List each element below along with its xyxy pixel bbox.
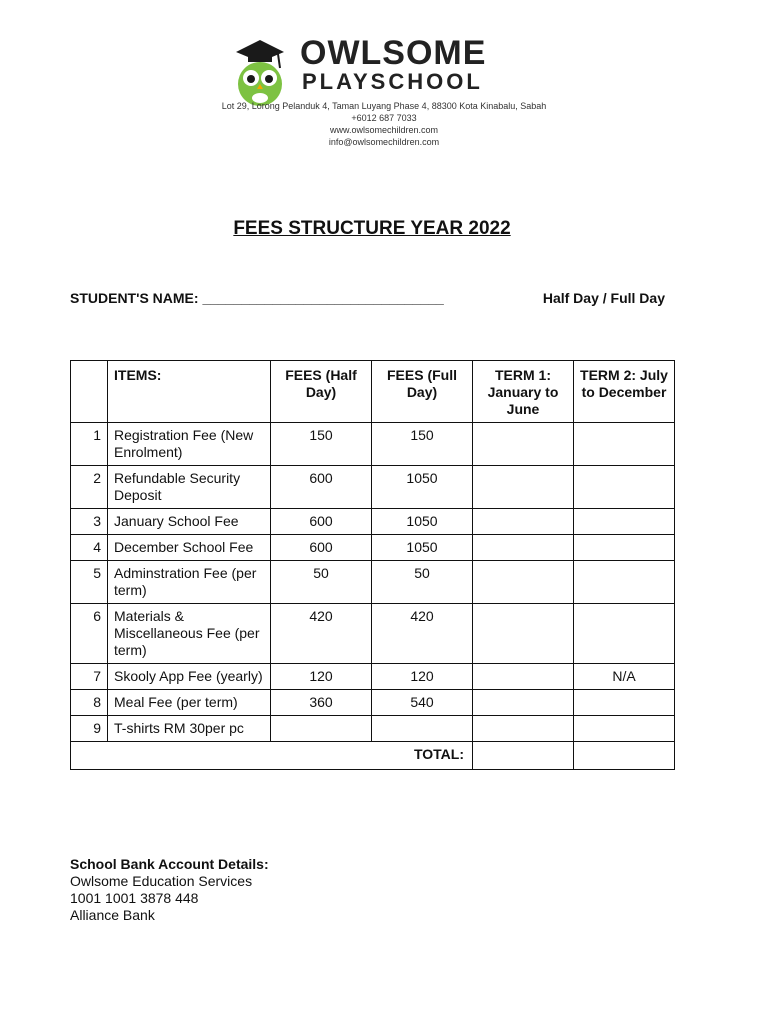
row-term2[interactable] xyxy=(574,561,675,604)
total-term1-cell[interactable] xyxy=(473,742,574,770)
row-item: Materials & Miscellaneous Fee (per term) xyxy=(108,604,271,664)
row-number: 7 xyxy=(71,664,108,690)
row-fee-full xyxy=(372,716,473,742)
bank-heading: School Bank Account Details: xyxy=(70,856,269,872)
header-no xyxy=(71,361,108,423)
bank-name: Alliance Bank xyxy=(70,907,155,923)
phone: +6012 687 7033 xyxy=(351,113,417,123)
row-term1[interactable] xyxy=(473,664,574,690)
row-fee-half: 120 xyxy=(271,664,372,690)
table-row xyxy=(71,509,675,535)
table-row xyxy=(71,716,675,742)
row-number: 8 xyxy=(71,690,108,716)
row-term2[interactable] xyxy=(574,604,675,664)
row-number: 6 xyxy=(71,604,108,664)
row-fee-full: 420 xyxy=(372,604,473,664)
table-row xyxy=(71,561,675,604)
total-label: TOTAL: xyxy=(71,742,473,770)
row-fee-half: 600 xyxy=(271,509,372,535)
row-fee-half xyxy=(271,716,372,742)
row-fee-full: 50 xyxy=(372,561,473,604)
row-item: Refundable Security Deposit xyxy=(108,466,271,509)
row-item: T-shirts RM 30per pc xyxy=(108,716,271,742)
bank-account-name: Owlsome Education Services xyxy=(70,873,253,889)
row-fee-half: 150 xyxy=(271,423,372,466)
bank-details xyxy=(70,856,269,924)
brand-subtitle: PLAYSCHOOL xyxy=(302,69,483,94)
row-term1[interactable] xyxy=(473,716,574,742)
row-number: 9 xyxy=(71,716,108,742)
row-fee-full: 540 xyxy=(372,690,473,716)
header-fee-half: FEES (Half Day) xyxy=(271,361,372,423)
website-link[interactable]: www.owlsomechildren.com xyxy=(329,125,439,135)
row-fee-full: 1050 xyxy=(372,466,473,509)
row-term2[interactable] xyxy=(574,509,675,535)
header-term2: TERM 2: July to December xyxy=(574,361,675,423)
table-header-row xyxy=(71,361,675,423)
row-fee-half: 420 xyxy=(271,604,372,664)
contact-block xyxy=(150,100,618,148)
table-row xyxy=(71,664,675,690)
row-number: 5 xyxy=(71,561,108,604)
page-title: FEES STRUCTURE YEAR 2022 xyxy=(233,218,511,239)
row-item: Skooly App Fee (yearly) xyxy=(108,664,271,690)
row-term1[interactable] xyxy=(473,466,574,509)
row-term2[interactable] xyxy=(574,690,675,716)
row-term2[interactable] xyxy=(574,716,675,742)
row-fee-half: 50 xyxy=(271,561,372,604)
row-item: January School Fee xyxy=(108,509,271,535)
row-number: 4 xyxy=(71,535,108,561)
row-item: Adminstration Fee (per term) xyxy=(108,561,271,604)
row-term1[interactable] xyxy=(473,423,574,466)
table-row xyxy=(71,535,675,561)
row-term1[interactable] xyxy=(473,509,574,535)
row-fee-half: 360 xyxy=(271,690,372,716)
header-term1: TERM 1: January to June xyxy=(473,361,574,423)
fees-table xyxy=(70,360,675,770)
row-term2[interactable]: N/A xyxy=(574,664,675,690)
bank-account-number: 1001 1001 3878 448 xyxy=(70,890,199,906)
table-row xyxy=(71,423,675,466)
row-fee-full: 150 xyxy=(372,423,473,466)
row-fee-full: 120 xyxy=(372,664,473,690)
email-link[interactable]: info@owlsomechildren.com xyxy=(328,137,440,147)
table-row xyxy=(71,466,675,509)
row-term2[interactable] xyxy=(574,535,675,561)
row-term1[interactable] xyxy=(473,561,574,604)
row-fee-half: 600 xyxy=(271,466,372,509)
row-fee-full: 1050 xyxy=(372,509,473,535)
total-row xyxy=(71,742,675,770)
row-item: Registration Fee (New Enrolment) xyxy=(108,423,271,466)
brand-name: OWLSOME xyxy=(300,34,487,72)
row-term1[interactable] xyxy=(473,690,574,716)
row-number: 2 xyxy=(71,466,108,509)
row-term2[interactable] xyxy=(574,466,675,509)
row-number: 3 xyxy=(71,509,108,535)
row-term1[interactable] xyxy=(473,604,574,664)
row-term2[interactable] xyxy=(574,423,675,466)
row-item: December School Fee xyxy=(108,535,271,561)
row-number: 1 xyxy=(71,423,108,466)
table-row xyxy=(71,604,675,664)
row-item: Meal Fee (per term) xyxy=(108,690,271,716)
address: Lot 29, Lorong Pelanduk 4, Taman Luyang Phase 4, 88300 Kota Kinabalu, Sabah xyxy=(221,101,547,111)
table-row xyxy=(71,690,675,716)
total-term2-cell[interactable] xyxy=(574,742,675,770)
header-items: ITEMS: xyxy=(108,361,271,423)
row-term1[interactable] xyxy=(473,535,574,561)
row-fee-full: 1050 xyxy=(372,535,473,561)
day-option-label: Half Day / Full Day xyxy=(542,290,665,306)
row-fee-half: 600 xyxy=(271,535,372,561)
student-name-field[interactable]: STUDENT'S NAME: _______________________________ xyxy=(70,290,444,306)
header-fee-full: FEES (Full Day) xyxy=(372,361,473,423)
